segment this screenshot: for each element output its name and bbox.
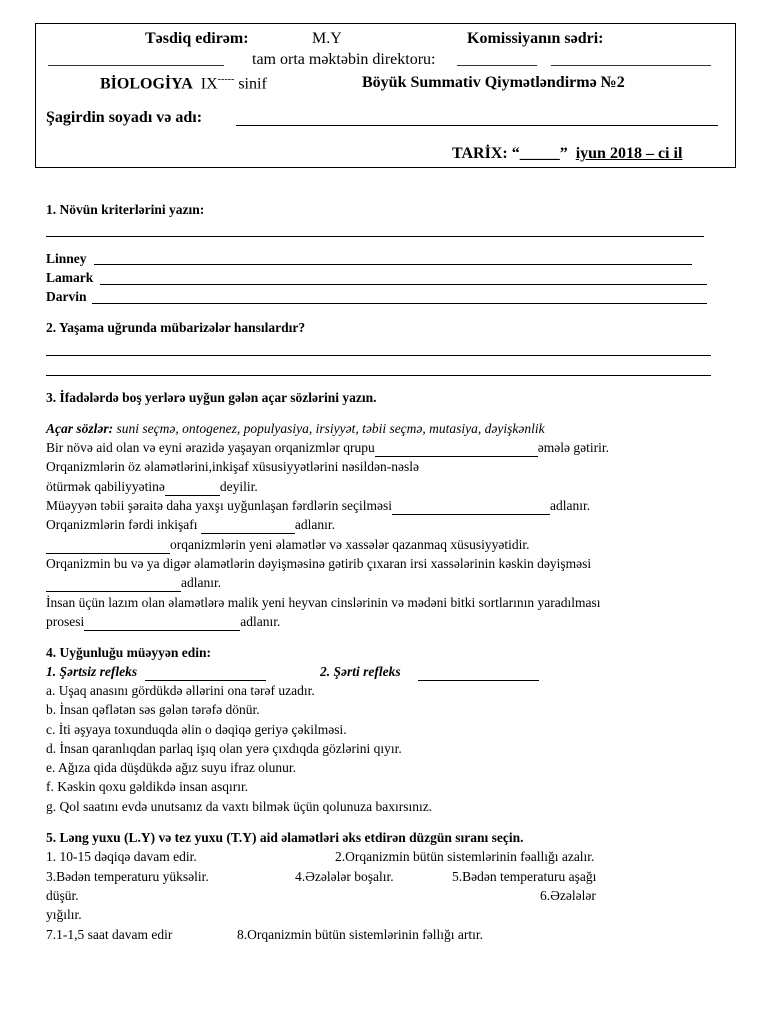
- q1-line-lamark[interactable]: [100, 284, 707, 285]
- q4-option-2: [320, 664, 539, 681]
- subject-line: [100, 74, 267, 93]
- q3-s2: Orqanizmlərin öz əlamətlərini,inkişaf xüsusiyyətlərini nəsildən-nəslə: [46, 459, 420, 474]
- q3-keywords-label: Açar sözlər:: [46, 421, 114, 436]
- q3-keywords: suni seçmə, ontogenez, populyasiya, irsiyyət, təbii seçmə, mutasiya, dəyişkənlik: [113, 421, 545, 436]
- grade-sup: -----: [217, 74, 235, 85]
- q3-s9: İnsan üçün lazım olan əlamətlərə malik yeni heyvan cinslərinin və mədəni bitki sortlarının yaradılması: [46, 595, 601, 610]
- q5-item-6-cont: yığılır.: [46, 907, 82, 922]
- q3-s3-text: ötürmək qabiliyyətinə: [46, 479, 165, 494]
- chair-blank: ____________________: [551, 51, 711, 68]
- q5-title: 5. Ləng yuxu (L.Y) və tez yuxu (T.Y) aid əlamətləri əks etdirən düzgün sıranı seçin.: [46, 830, 524, 845]
- q3-keywords-line: [46, 421, 545, 437]
- q3-s1-end: əmələ gətirir.: [537, 440, 609, 455]
- q3-s5-blank[interactable]: [201, 517, 295, 534]
- q4-item-c: c. İti əşyaya toxunduqda əlin o dəqiqə geriyə çəkilməsi.: [46, 722, 347, 737]
- q3-s1-blank[interactable]: [375, 440, 538, 457]
- q4-item-b: b. İnsan qəflətən səs gələn tərəfə dönür.: [46, 702, 260, 717]
- q4-item-a: a. Uşaq anasını gördükdə əllərini ona tərəf uzadır.: [46, 683, 315, 698]
- q4-item-e: e. Ağıza qida düşdükdə ağız suyu ifraz olunur.: [46, 760, 297, 775]
- grade-suffix: sinif: [238, 75, 267, 93]
- q5-item-5-cont: düşür.: [46, 888, 79, 903]
- q3-s10: [46, 614, 280, 631]
- q3-s4-text: Müəyyən təbii şəraitə daha yaxşı uyğunlaşan fərdlərin seçilməsi: [46, 498, 393, 513]
- q4-item-g: g. Qol saatını evdə unutsanız da vaxtı bilmək üçün qolunuza baxırsınız.: [46, 799, 433, 814]
- q3-s3-blank[interactable]: [165, 479, 220, 496]
- q3-s3: [46, 479, 258, 496]
- q3-s5-end: adlanır.: [294, 517, 335, 532]
- q3-s8-blank[interactable]: [46, 575, 181, 592]
- school-suffix: tam orta məktəbin direktoru:: [252, 51, 436, 68]
- date-close: ”: [559, 145, 568, 162]
- grade: IX: [200, 75, 218, 93]
- q4-title: 4. Uyğunluğu müəyyən edin:: [46, 645, 212, 660]
- q5-item-3: 3.Bədən temperaturu yüksəlir.: [46, 869, 209, 884]
- exam-title: Böyük Summativ Qiymətləndirmə №2: [362, 74, 625, 91]
- q4-item-d: d. İnsan qaranlıqdan parlaq işıq olan yerə çıxdıqda gözlərini qıyır.: [46, 741, 402, 756]
- q4-option-2-label: 2. Şərti refleks: [320, 664, 401, 679]
- q3-s1: [46, 440, 609, 457]
- director-blank: __________: [457, 51, 537, 68]
- q4-option-1-label: 1. Şərtsiz refleks: [46, 664, 138, 679]
- q4-item-f: f. Kəskin qoxu gəldikdə insan asqırır.: [46, 779, 249, 794]
- q3-s7: Orqanizmin bu və ya digər əlamətlərin dəyişməsinə gətirib çıxaran irsi xassələrinin kəskin dəyişməsi: [46, 556, 592, 571]
- q1-line-linney[interactable]: [94, 264, 692, 265]
- q4-option-2-blank[interactable]: [418, 664, 539, 681]
- subject: BİOLOGİYA: [100, 75, 193, 93]
- q3-s1-text: Bir növə aid olan və eyni ərazidə yaşayan orqanizmlər qrupu: [46, 440, 375, 455]
- student-name-line[interactable]: [236, 125, 718, 126]
- q3-s8: [46, 575, 221, 592]
- date-line: [452, 145, 682, 163]
- q5-item-2: 2.Orqanizmin bütün sistemlərinin fəallığı azalır.: [335, 849, 595, 864]
- q3-s6: [46, 537, 530, 554]
- q1-item-linney: Linney: [46, 251, 87, 266]
- q2-title: 2. Yaşama uğrunda mübarizələr hansılardır?: [46, 320, 306, 335]
- q3-s3-end: deyilir.: [219, 479, 258, 494]
- q3-s4-blank[interactable]: [392, 498, 550, 515]
- q2-line-2[interactable]: [46, 375, 711, 376]
- date-value: iyun 2018 – ci il: [575, 145, 683, 162]
- approve-label: Təsdiq edirəm:: [145, 30, 249, 47]
- q3-s10-end: adlanır.: [240, 614, 281, 629]
- q3-title: 3. İfadələrdə boş yerlərə uyğun gələn açar sözlərini yazın.: [46, 390, 377, 405]
- q1-title: 1. Növün kriterlərini yazın:: [46, 202, 205, 217]
- approver-name: M.Y: [312, 30, 342, 47]
- q4-option-1-blank[interactable]: [145, 664, 266, 681]
- q5-item-7: 7.1-1,5 saat davam edir: [46, 927, 173, 942]
- q3-s4-end: adlanır.: [550, 498, 591, 513]
- q3-s8-text: adlanır.: [181, 575, 222, 590]
- q1-item-darvin: Darvin: [46, 289, 87, 304]
- commission-label: Komissiyanın sədri:: [467, 30, 604, 47]
- q3-s5-text: Orqanizmlərin fərdi inkişafı: [46, 517, 201, 532]
- q3-s10-text: prosesi: [46, 614, 85, 629]
- q1-answer-line[interactable]: [46, 236, 704, 237]
- date-label: TARİX: “: [452, 145, 520, 162]
- q3-s5: [46, 517, 335, 534]
- student-label: Şagirdin soyadı və adı:: [46, 109, 203, 126]
- date-blank[interactable]: _____: [519, 145, 560, 162]
- q3-s6-blank[interactable]: [46, 537, 170, 554]
- q5-item-6: 6.Əzələlər: [540, 888, 596, 903]
- q3-s6-text: orqanizmlərin yeni əlamətlər və xassələr qazanmaq xüsusiyyətidir.: [170, 537, 530, 552]
- q3-s10-blank[interactable]: [84, 614, 240, 631]
- school-blank: ______________________: [48, 51, 224, 68]
- q3-s4: [46, 498, 590, 515]
- q5-item-5: 5.Bədən temperaturu aşağı: [452, 869, 597, 884]
- q5-item-8: 8.Orqanizmin bütün sistemlərinin fəllığı artır.: [237, 927, 483, 942]
- q5-item-4: 4.Əzələlər boşalır.: [295, 869, 394, 884]
- q2-line-1[interactable]: [46, 355, 711, 356]
- q4-option-1: [46, 664, 266, 681]
- q1-item-lamark: Lamark: [46, 270, 94, 285]
- q5-item-1: 1. 10-15 dəqiqə davam edir.: [46, 849, 197, 864]
- q1-line-darvin[interactable]: [92, 303, 707, 304]
